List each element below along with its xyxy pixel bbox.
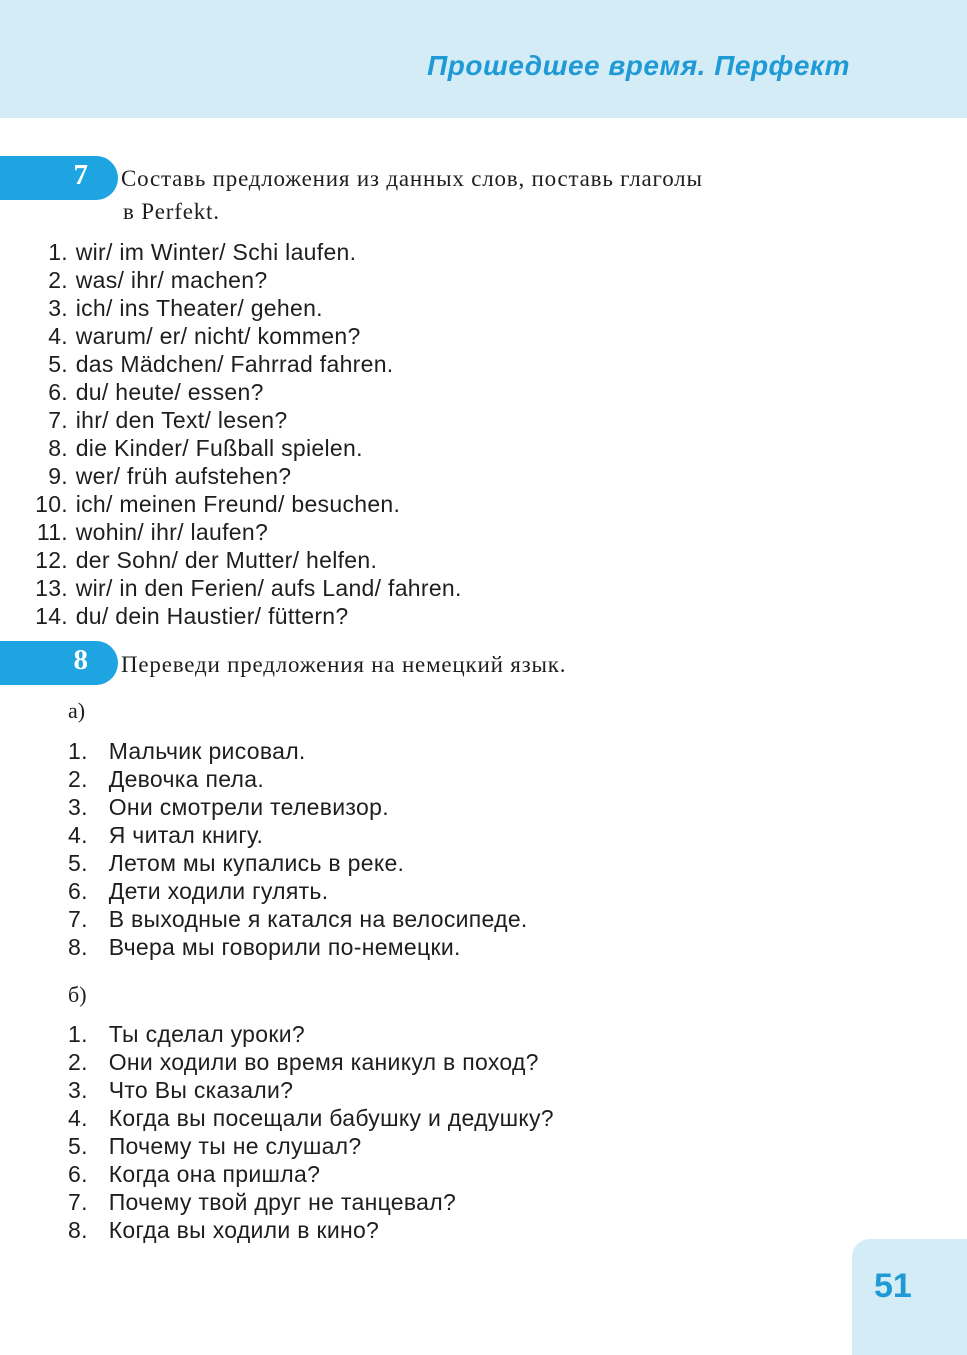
item-number: 1. xyxy=(48,239,68,265)
list-item xyxy=(68,1216,554,1244)
item-number: 9. xyxy=(48,463,68,489)
list-item xyxy=(20,434,462,462)
item-number: 6. xyxy=(68,878,88,904)
item-number: 13. xyxy=(35,575,68,601)
list-item xyxy=(68,849,528,877)
part-b-label: б) xyxy=(68,982,87,1007)
list-item xyxy=(20,574,462,602)
exercise-7-task-line-2: в Perfekt. xyxy=(123,199,220,224)
item-text: Что Вы сказали? xyxy=(108,1077,294,1103)
item-text: ihr/ den Text/ lesen? xyxy=(75,407,288,433)
list-item xyxy=(20,490,462,518)
list-item xyxy=(68,821,528,849)
item-number: 6. xyxy=(68,1161,88,1187)
list-item xyxy=(20,378,462,406)
list-item xyxy=(68,737,528,765)
item-number: 3. xyxy=(48,295,68,321)
item-number: 6. xyxy=(48,379,68,405)
item-number: 5. xyxy=(68,850,88,876)
item-number: 8. xyxy=(68,934,88,960)
item-number: 7. xyxy=(68,1189,88,1215)
exercise-7-number: 7 xyxy=(73,159,88,191)
exercise-8-badge xyxy=(0,641,118,685)
list-item xyxy=(68,1048,554,1076)
list-item xyxy=(68,1020,554,1048)
exercise-8-number: 8 xyxy=(73,644,88,676)
list-item xyxy=(68,1160,554,1188)
item-number: 8. xyxy=(48,435,68,461)
list-item xyxy=(68,793,528,821)
item-number: 14. xyxy=(35,603,68,629)
exercise-8-task-line: Переведи предложения на немецкий язык. xyxy=(121,652,567,677)
list-item xyxy=(20,462,462,490)
list-item xyxy=(68,877,528,905)
list-item xyxy=(68,1104,554,1132)
list-item xyxy=(68,933,528,961)
item-text: wohin/ ihr/ laufen? xyxy=(75,519,269,545)
item-text: Когда она пришла? xyxy=(108,1161,321,1187)
exercise-7-list xyxy=(20,238,462,630)
item-text: ich/ ins Theater/ gehen. xyxy=(75,295,323,321)
item-text: Когда вы ходили в кино? xyxy=(108,1217,380,1243)
list-item xyxy=(20,294,462,322)
item-number: 1. xyxy=(68,738,88,764)
item-text: Ты сделал уроки? xyxy=(108,1021,305,1047)
page-title: Прошедшее время. Перфект xyxy=(427,50,850,81)
item-text: Летом мы купались в реке. xyxy=(108,850,405,876)
item-text: Почему ты не слушал? xyxy=(108,1133,362,1159)
list-item xyxy=(20,518,462,546)
list-item xyxy=(68,765,528,793)
item-number: 7. xyxy=(68,906,88,932)
item-number: 11. xyxy=(36,519,68,545)
item-text: Мальчик рисовал. xyxy=(108,738,306,764)
exercise-8a-list xyxy=(68,737,528,961)
exercise-8-task xyxy=(121,648,566,681)
item-text: Почему твой друг не танцевал? xyxy=(108,1189,457,1215)
item-number: 3. xyxy=(68,1077,88,1103)
list-item xyxy=(20,546,462,574)
list-item xyxy=(68,1076,554,1104)
item-number: 4. xyxy=(68,1105,88,1131)
item-number: 2. xyxy=(68,1049,88,1075)
exercise-7-task xyxy=(121,162,703,228)
list-item xyxy=(20,238,462,266)
item-number: 2. xyxy=(48,267,68,293)
item-text: der Sohn/ der Mutter/ helfen. xyxy=(75,547,378,573)
exercise-7-badge xyxy=(0,156,118,200)
item-text: Они смотрели телевизор. xyxy=(108,794,389,820)
header-band xyxy=(0,0,967,118)
list-item xyxy=(20,266,462,294)
part-a-label: а) xyxy=(68,698,86,723)
list-item xyxy=(68,1188,554,1216)
item-text: Они ходили во время каникул в поход? xyxy=(108,1049,539,1075)
item-text: Когда вы посещали бабушку и дедушку? xyxy=(108,1105,554,1131)
list-item xyxy=(20,350,462,378)
list-item xyxy=(20,406,462,434)
item-text: Я читал книгу. xyxy=(108,822,264,848)
item-text: die Kinder/ Fußball spielen. xyxy=(75,435,363,461)
page-number: 51 xyxy=(874,1267,912,1305)
item-number: 4. xyxy=(48,323,68,349)
item-number: 5. xyxy=(68,1133,88,1159)
item-text: wer/ früh aufstehen? xyxy=(75,463,292,489)
item-number: 2. xyxy=(68,766,88,792)
exercise-8b-list xyxy=(68,1020,554,1244)
list-item xyxy=(20,602,462,630)
item-text: wir/ im Winter/ Schi laufen. xyxy=(75,239,357,265)
list-item xyxy=(68,905,528,933)
item-number: 1. xyxy=(68,1021,88,1047)
item-number: 4. xyxy=(68,822,88,848)
item-text: du/ heute/ essen? xyxy=(75,379,264,405)
item-text: В выходные я катался на велосипеде. xyxy=(108,906,528,932)
item-number: 5. xyxy=(48,351,68,377)
exercise-7-task-line-1: Составь предложения из данных слов, поставь глаголы xyxy=(121,166,703,191)
item-number: 8. xyxy=(68,1217,88,1243)
item-text: warum/ er/ nicht/ kommen? xyxy=(75,323,361,349)
page-number-badge xyxy=(852,1239,967,1355)
item-text: Вчера мы говорили по-немецки. xyxy=(108,934,461,960)
item-text: wir/ in den Ferien/ aufs Land/ fahren. xyxy=(75,575,462,601)
list-item xyxy=(68,1132,554,1160)
item-text: ich/ meinen Freund/ besuchen. xyxy=(75,491,401,517)
item-text: du/ dein Haustier/ füttern? xyxy=(75,603,349,629)
item-text: Девочка пела. xyxy=(108,766,265,792)
item-text: Дети ходили гулять. xyxy=(108,878,329,904)
item-number: 3. xyxy=(68,794,88,820)
list-item xyxy=(20,322,462,350)
item-text: was/ ihr/ machen? xyxy=(75,267,268,293)
item-text: das Mädchen/ Fahrrad fahren. xyxy=(75,351,394,377)
item-number: 7. xyxy=(48,407,68,433)
item-number: 10. xyxy=(35,491,68,517)
item-number: 12. xyxy=(35,547,68,573)
